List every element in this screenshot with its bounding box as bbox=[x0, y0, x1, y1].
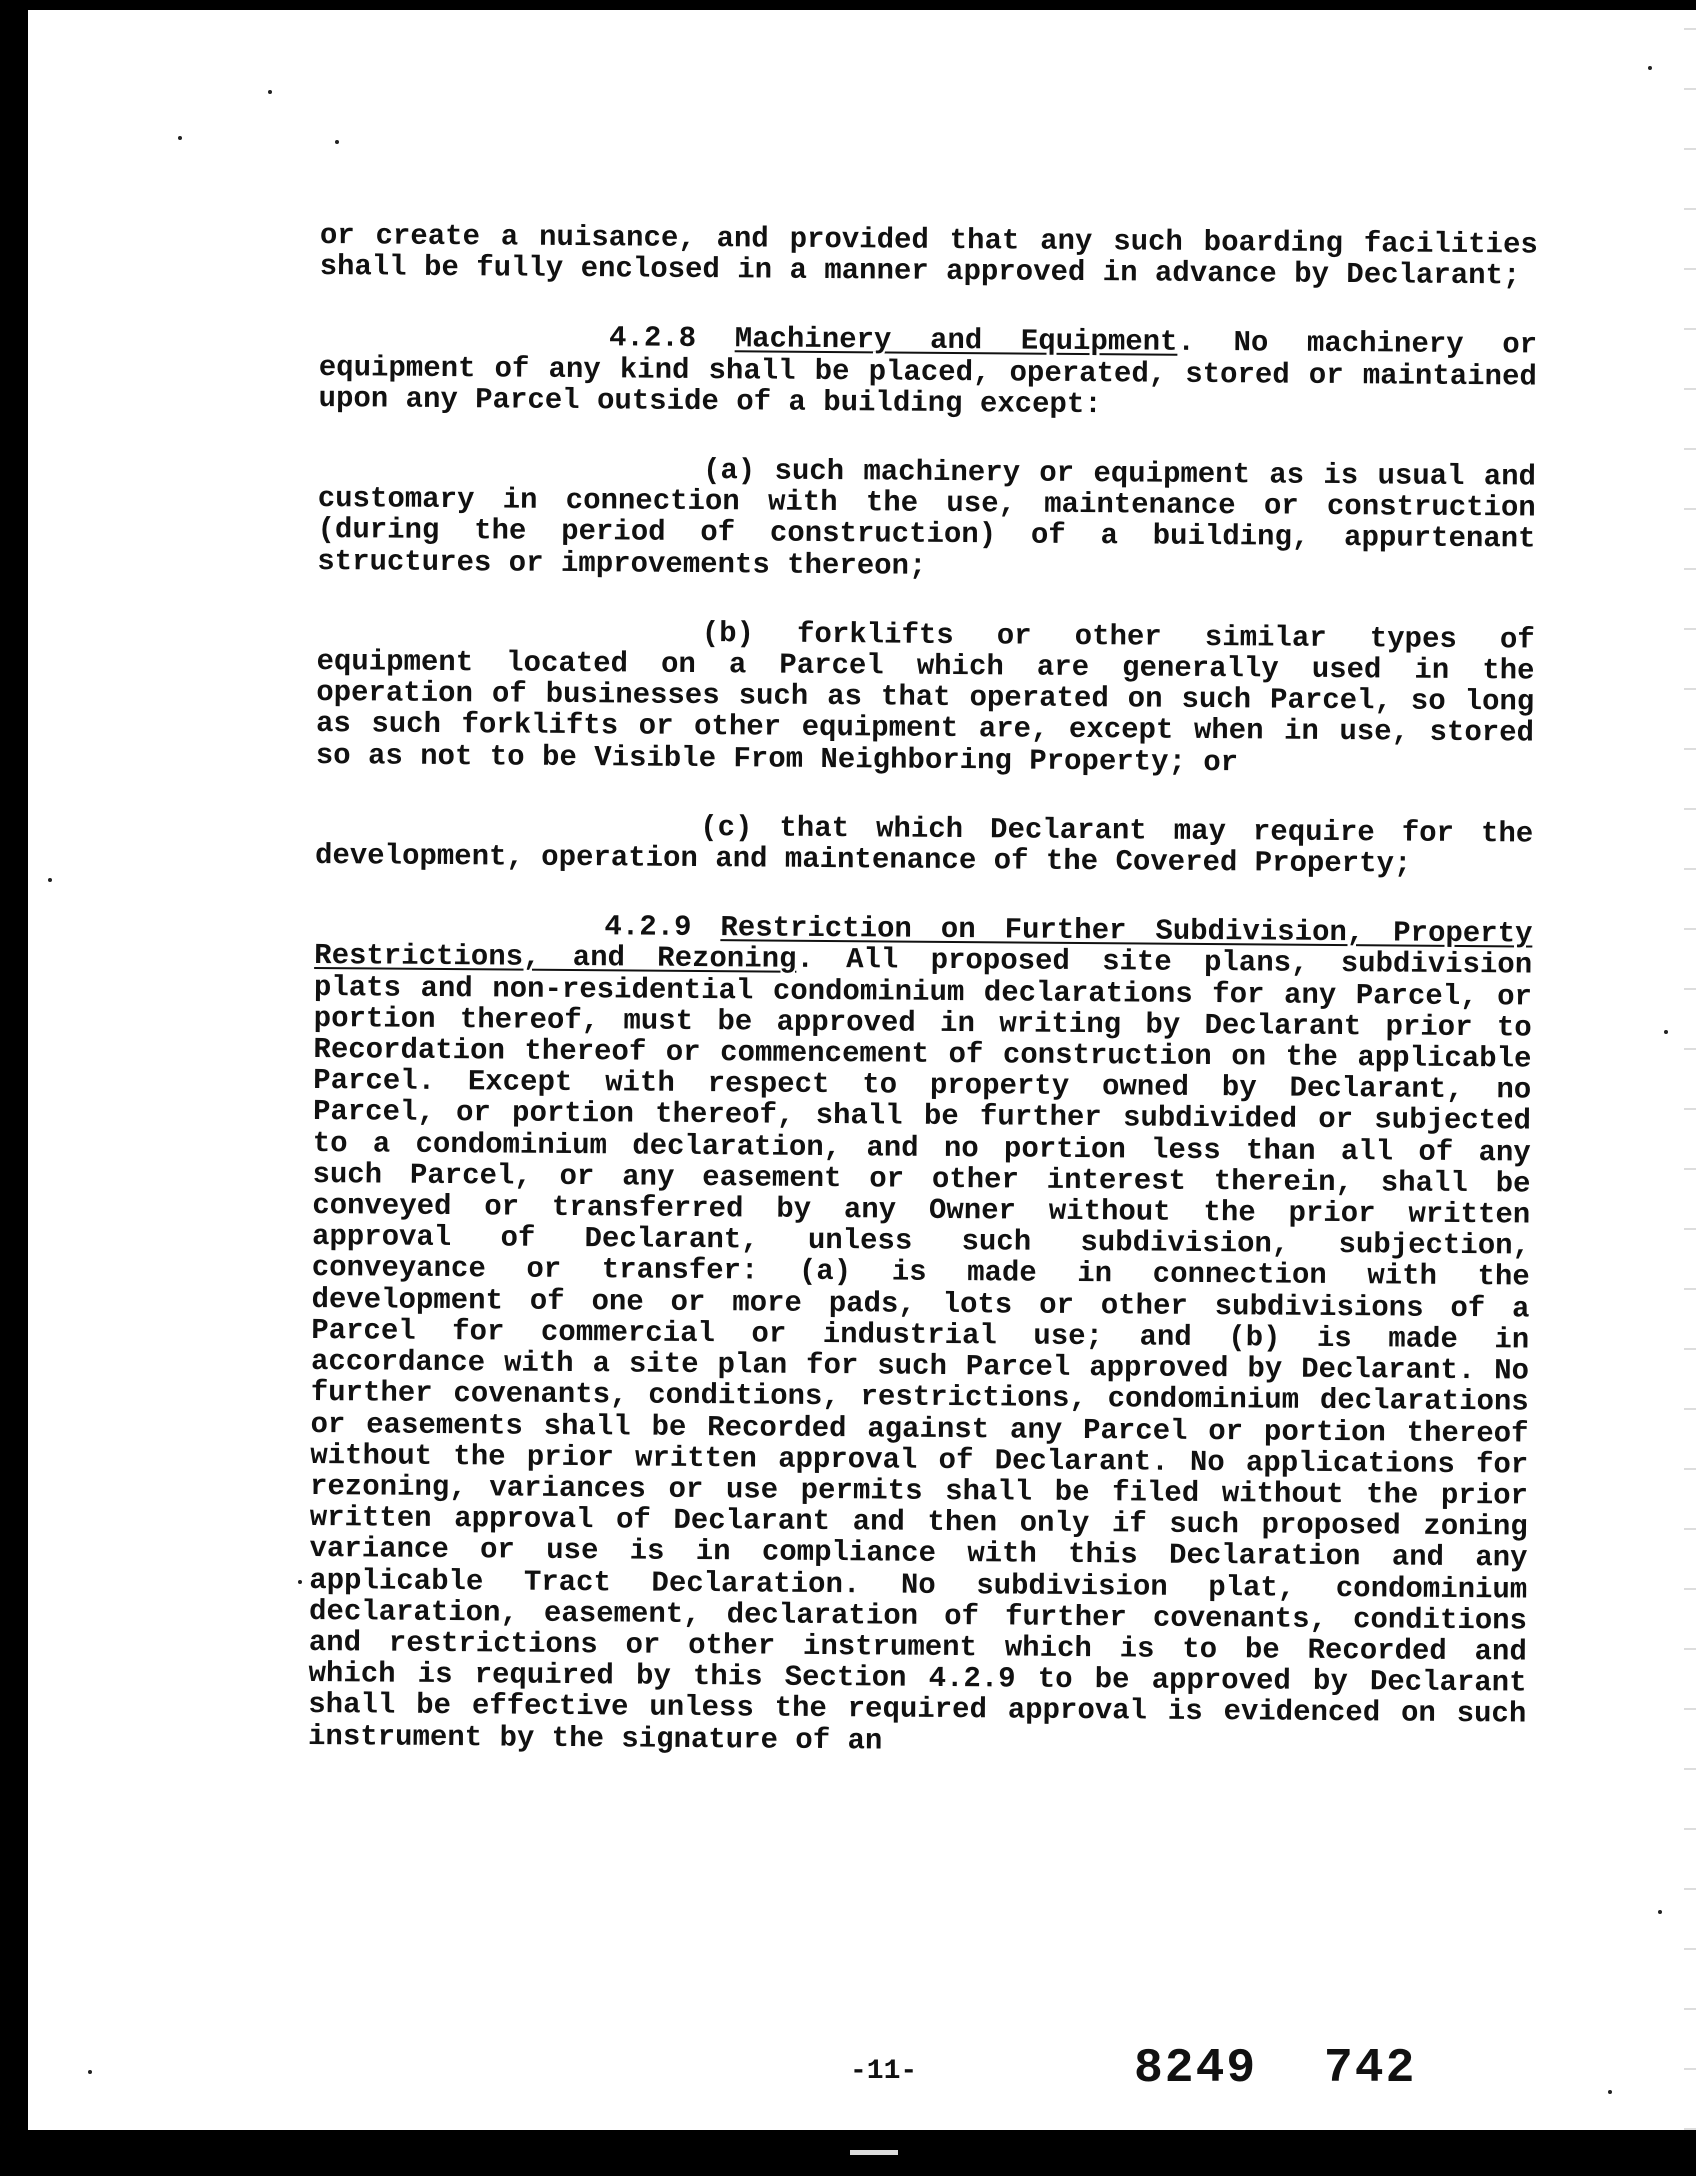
subsection-c bbox=[315, 809, 1533, 881]
scan-speck bbox=[1648, 66, 1652, 70]
scan-speck bbox=[268, 90, 272, 94]
section-4-2-9 bbox=[308, 909, 1533, 1761]
scan-edge bbox=[1684, 10, 1696, 2130]
scan-speck bbox=[1664, 1030, 1668, 1034]
scan-speck bbox=[178, 136, 182, 140]
paragraph-text: or create a nuisance, and provided that any such boarding facilities shall be fully enclosed in a manner approved in advance by Declarant; bbox=[319, 219, 1538, 293]
section-number: 4.2.8 bbox=[608, 321, 697, 356]
recording-page-number: 742 bbox=[1324, 2042, 1417, 2096]
section-title: Machinery and Equipment bbox=[734, 322, 1178, 360]
section-text: . No machinery or equipment of any kind shall be placed, operated, stored or maintained upon any Parcel outside of a building except: bbox=[318, 326, 1538, 421]
subsection-a bbox=[317, 452, 1536, 586]
scan-speck bbox=[48, 878, 52, 882]
recording-book-number: 8249 bbox=[1134, 2042, 1258, 2096]
scan-mark bbox=[850, 2150, 898, 2155]
scan-speck bbox=[1608, 2090, 1612, 2094]
section-text: . All proposed site plans, subdivision plats and non-residential condominium declarations for any Parcel, or portion thereof, must be approved in writing by Declarant prior to Recordation thereof or commencement of construction on the applicable Parcel. Except with respect to property owned by Declarant, no Parcel, or portion thereof, shall be further subdivided or subjected to a condominium declaration, and no portion less than all of any such Parcel, or any easement or other interest therein, shall be conveyed or transferred by any Owner without the prior written approval of Declarant, unless such subdivision, subjection, conveyance or transfer: (a) is made in connection with the development of one or more pads, lots or other subdivisions of a Parcel for commercial or industrial use; and (b) is made in accordance with a site plan for such Parcel approved by Declarant. No further covenants, conditions, restrictions, condominium declarations or easements shall be Recorded against any Parcel or portion thereof without the prior written approval of Declarant. No applications for rezoning, variances or use permits shall be filed without the prior written approval of Declarant and then only if such proposed zoning variance or use is in compliance with this Declaration and any applicable Tract Declaration. No subdivision plat, condominium declaration, easement, declaration of further covenants, conditions and restrictions or other instrument which is to be Recorded and which is required by this Section 4.2.9 to be approved by Declarant shall be effective unless the required approval is evidenced on such instrument by the signature of an bbox=[307, 943, 1533, 1757]
scan-speck bbox=[88, 2070, 92, 2074]
section-4-2-8 bbox=[318, 320, 1537, 423]
subsection-b bbox=[316, 615, 1535, 781]
subsection-text: (c) that which Declarant may require for the development, operation and maintenance of the Covered Property; bbox=[314, 810, 1534, 881]
section-number: 4.2.9 bbox=[604, 910, 692, 945]
paragraph-continuation bbox=[320, 220, 1538, 292]
document-body bbox=[308, 220, 1538, 1761]
section-title: Restriction on Further Subdivision, Property Restrictions, and Rezoning bbox=[314, 911, 1533, 977]
subsection-text: (a) such machinery or equipment as is usual and customary in connection with the use, maintenance or construction (during the period of construction) of a building, appurtenant structures or improvements thereon; bbox=[317, 454, 1537, 583]
scan-speck bbox=[1658, 1910, 1662, 1914]
page-number: -11- bbox=[850, 2056, 918, 2087]
subsection-text: (b) forklifts or other similar types of equipment located on a Parcel which are generally used in the operation of businesses such as that operated on such Parcel, so long as such forklifts or other equipment are, except when in use, stored so as not to be Visible From Neighboring Property; or bbox=[315, 616, 1535, 779]
scan-speck bbox=[335, 140, 339, 144]
scan-speck bbox=[298, 1580, 302, 1584]
document-page bbox=[28, 10, 1696, 2130]
